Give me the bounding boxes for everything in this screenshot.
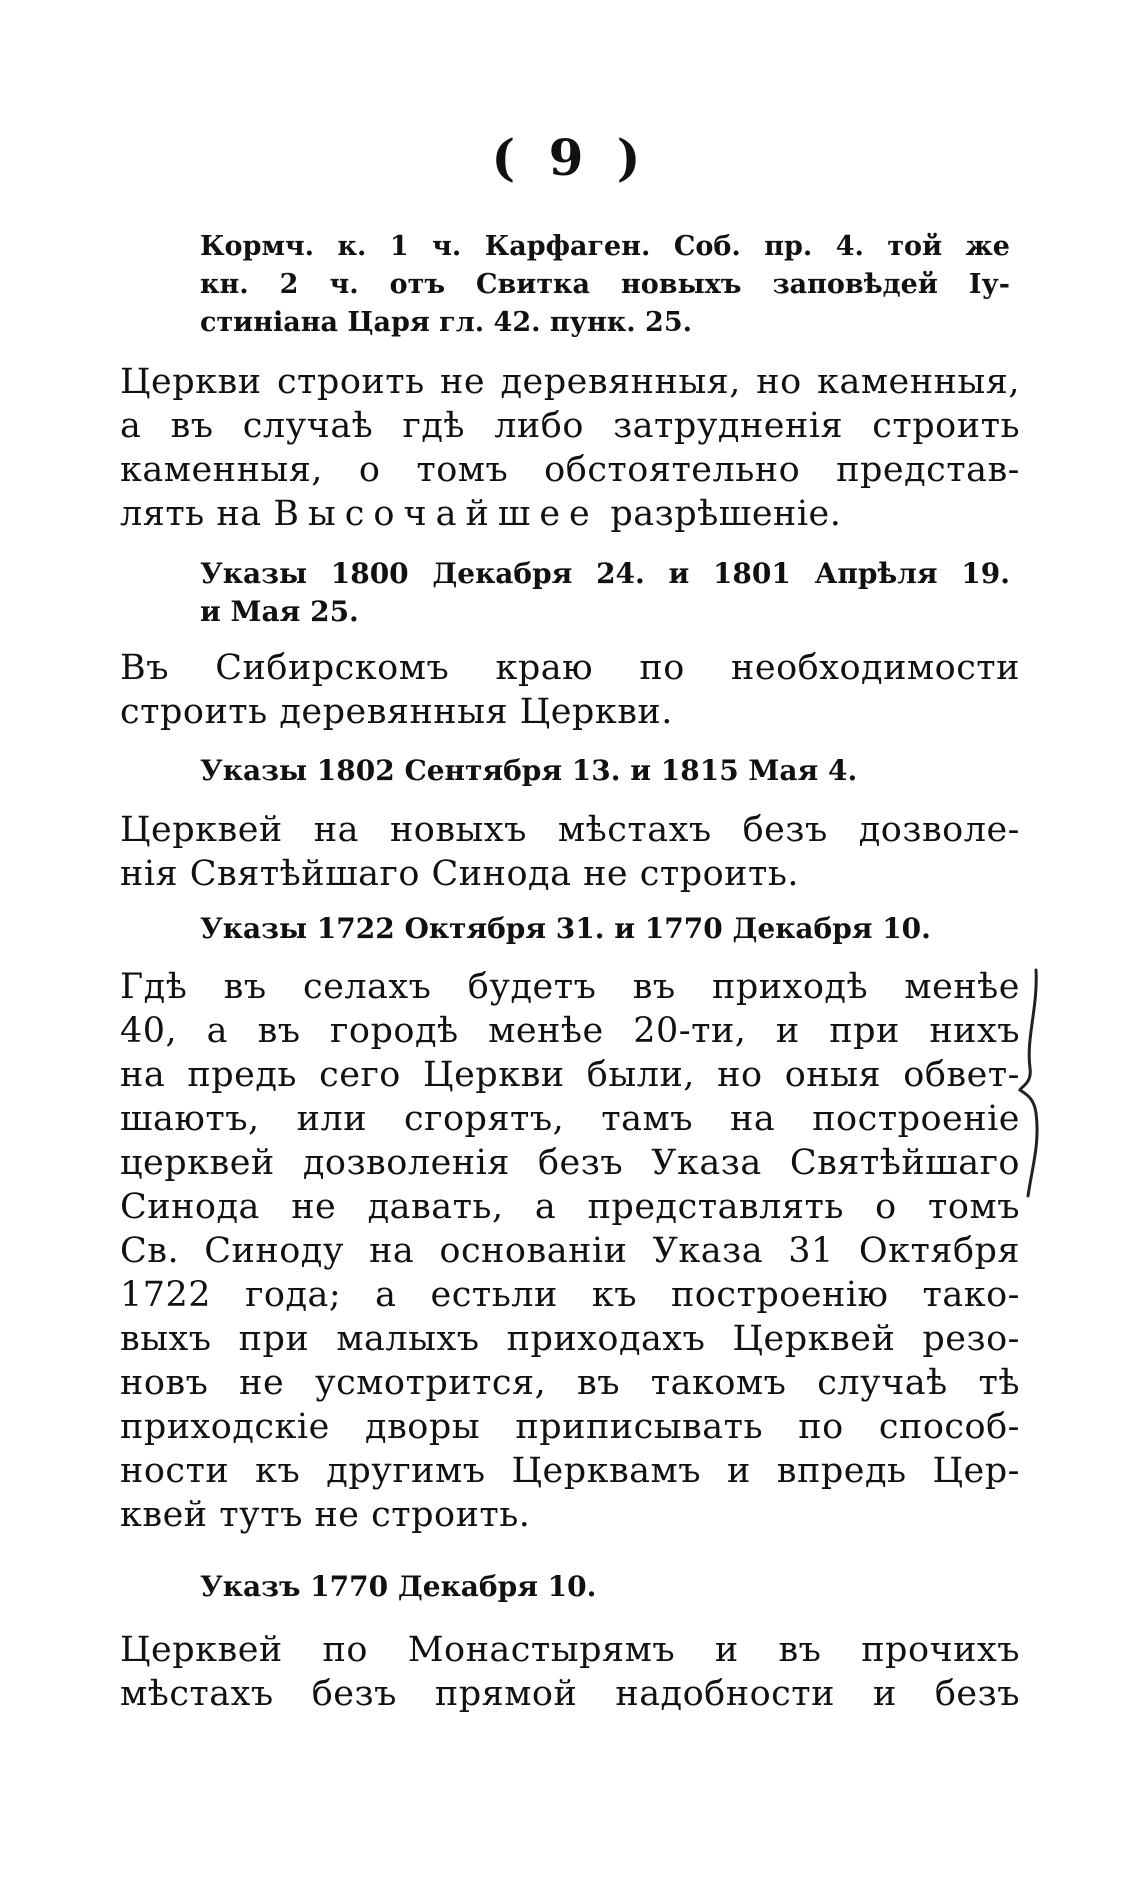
paragraph-line: строить деревянныя Церкви. xyxy=(120,692,673,732)
reference-note xyxy=(200,228,1010,342)
reference-line: Указы 1722 Октября 31. и 1770 Декабря 10. xyxy=(200,912,931,945)
page-number: ( 9 ) xyxy=(491,128,649,187)
paragraph-fragment: лять на xyxy=(120,494,262,534)
emphasized-word: Высочайшее xyxy=(273,494,599,534)
paragraph-line: церквей дозволенія безъ Указа Святѣйшаго xyxy=(120,1143,1020,1183)
paragraph-line: квей тутъ не строить. xyxy=(120,1495,531,1535)
paragraph xyxy=(120,965,1020,1537)
paragraph xyxy=(120,808,1020,896)
paragraph xyxy=(120,1628,1020,1716)
paragraph-line: приходскіе дворы приписывать по способ- xyxy=(120,1407,1020,1447)
reference-note xyxy=(200,752,960,790)
reference-note xyxy=(200,910,1010,948)
paragraph-line: новъ не усмотрится, въ такомъ случаѣ тѣ xyxy=(120,1363,1020,1403)
paragraph-line: шаютъ, или сгорятъ, тамъ на построеніе xyxy=(120,1099,1020,1139)
reference-note xyxy=(200,1568,1010,1606)
margin-brace-mark xyxy=(1018,968,1058,1198)
paragraph-line: Синода не давать, а представлять о томъ xyxy=(120,1187,1020,1227)
paragraph-line: 1722 года; а естьли къ построенію тако- xyxy=(120,1275,1020,1315)
paragraph-line: на предь сего Церкви были, но оныя обвет- xyxy=(120,1055,1020,1095)
paragraph-line: 40, а въ городѣ менѣе 20-ти, и при нихъ xyxy=(120,1011,1020,1051)
paragraph-line: мѣстахъ безъ прямой надобности и безъ xyxy=(120,1674,1020,1714)
paragraph-line: Въ Сибирскомъ краю по необходимости xyxy=(120,648,1020,688)
reference-note xyxy=(200,555,1010,631)
paragraph-line: нія Святѣйшаго Синода не строить. xyxy=(120,854,800,894)
reference-line: стиніана Царя гл. 42. пунк. 25. xyxy=(200,307,693,338)
paragraph-line: Гдѣ въ селахъ будетъ въ приходѣ менѣе xyxy=(120,967,1020,1007)
reference-line: Указы 1800 Декабря 24. и 1801 Апрѣля 19. xyxy=(200,557,1010,590)
reference-line: кн. 2 ч. отъ Свитка новыхъ заповѣдей Iу- xyxy=(200,269,1010,300)
paragraph-line: а въ случаѣ гдѣ либо затрудненія строить xyxy=(120,406,1020,446)
paragraph-line: ности къ другимъ Церквамъ и впредь Цер- xyxy=(120,1451,1020,1491)
reference-line: Кормч. к. 1 ч. Карфаген. Соб. пр. 4. той же xyxy=(200,231,1010,262)
paragraph-line: Св. Синоду на основаніи Указа 31 Октября xyxy=(120,1231,1020,1271)
paragraph-line: каменныя, о томъ обстоятельно представ- xyxy=(120,450,1020,490)
paragraph-fragment: разрѣшеніе. xyxy=(610,494,842,534)
reference-line: Указъ 1770 Декабря 10. xyxy=(200,1570,597,1603)
reference-line: и Мая 25. xyxy=(200,595,359,628)
reference-line: Указы 1802 Сентября 13. и 1815 Мая 4. xyxy=(200,754,858,787)
paragraph-line: Церкви строить не деревянныя, но каменныя, xyxy=(120,362,1020,402)
paragraph-line: Церквей на новыхъ мѣстахъ безъ дозволе- xyxy=(120,810,1020,850)
paragraph-line xyxy=(120,492,1020,536)
paragraph xyxy=(120,360,1020,536)
paragraph xyxy=(120,646,1020,734)
paragraph-line: Церквей по Монастырямъ и въ прочихъ xyxy=(120,1630,1020,1670)
paragraph-line: выхъ при малыхъ приходахъ Церквей резо- xyxy=(120,1319,1020,1359)
